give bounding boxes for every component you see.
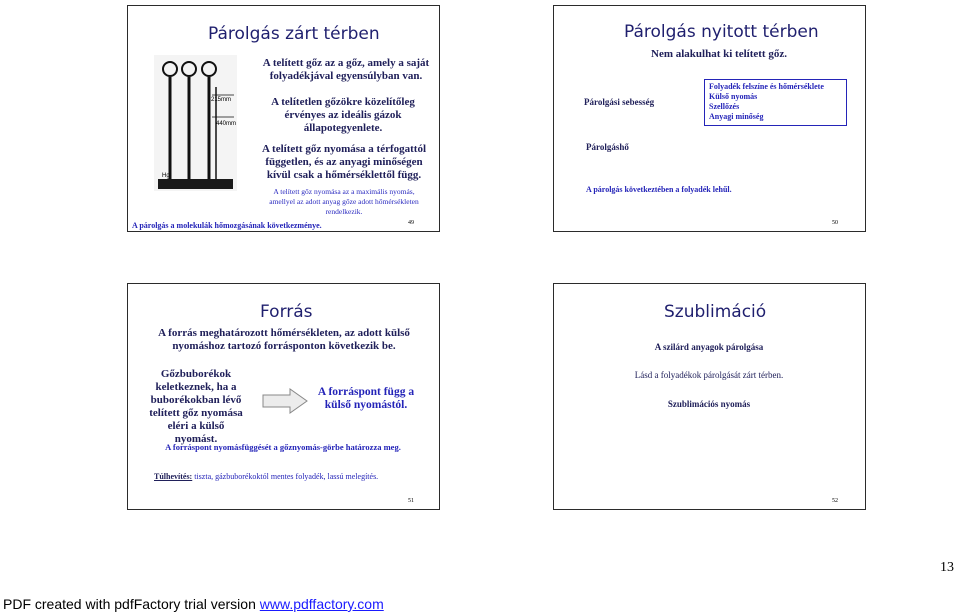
factor-item: Folyadék felszíne és hőmérséklete (709, 82, 824, 91)
slide-number: 50 (832, 220, 838, 226)
slide-50 (553, 5, 866, 232)
slide-title: Forrás (260, 302, 313, 322)
figure-label-a: 215mm (211, 97, 232, 103)
evaporation-rate-label: Párolgási sebesség (584, 97, 655, 107)
pdf-footer (3, 596, 384, 612)
slide-49 (127, 5, 440, 232)
slide-number: 51 (408, 498, 414, 504)
overheating-line (154, 472, 378, 481)
max-pressure-text: A telített gőz nyomása az a maximális nyomás, amellyel az adott anyag gőze adott hőmérsékleten rendelkezik. (269, 187, 419, 216)
sublimation-pressure-label: Szublimációs nyomás (667, 399, 751, 409)
see-closed-space-text: Lásd a folyadékok párolgását zárt térben. (634, 370, 784, 380)
slide-bottom-text: A párolgás a molekulák hőmozgásának következménye. (132, 221, 322, 230)
slide-title: Szublimáció (664, 302, 767, 322)
heat-of-vaporization-label: Párolgáshő (586, 142, 629, 152)
barometer-figure (154, 55, 237, 191)
boiling-definition: A forrás meghatározott hőmérsékleten, az adott külső nyomáshoz tartozó forrásponton következik be. (158, 327, 410, 352)
factor-item: Külső nyomás (709, 92, 758, 101)
slide-title: Párolgás nyitott térben (624, 22, 819, 42)
no-saturation-text: Nem alakulhat ki telített gőz. (651, 48, 787, 60)
boiling-point-dependence: A forráspont függ a külső nyomástól. (317, 386, 415, 411)
arrow-icon (262, 388, 308, 414)
factors-box (704, 79, 847, 126)
footer-text: PDF created with pdfFactory trial version (3, 596, 260, 612)
overheating-text: tiszta, gázbuborékoktól mentes folyadék, lassú melegítés. (192, 472, 379, 481)
slide-number: 52 (832, 498, 838, 504)
slide-number: 49 (408, 220, 414, 226)
factor-item: Szellőzés (709, 102, 740, 111)
overheating-label: Túlhevítés: (154, 472, 193, 481)
slide-51 (127, 283, 440, 510)
factor-item: Anyagi minőség (709, 112, 764, 121)
footer-link[interactable]: www.pdffactory.com (259, 596, 384, 612)
slide-title: Párolgás zárt térben (208, 24, 380, 44)
figure-label-c: Hg (162, 173, 170, 179)
pressure-independence-text: A telített gőz nyomása a térfogattól független, és az anyagi minőségen kívül csak a hőmérséklettől függ. (261, 143, 427, 181)
saturated-vapor-definition: A telített gőz az a gőz, amely a saját folyadékjával egyensúlyban van. (262, 57, 430, 82)
sublimation-definition: A szilárd anyagok párolgása (654, 342, 764, 352)
vapor-pressure-curve-text: A forráspont nyomásfüggését a gőznyomás-görbe határozza meg. (165, 442, 401, 452)
unsaturated-vapor-text: A telítetlen gőzökre közelítőleg érvényes az ideális gázok állapotegyenlete. (271, 96, 415, 134)
page-number: 13 (940, 560, 954, 575)
figure-label-b: 440mm (216, 121, 237, 127)
slide-52 (553, 283, 866, 510)
cooling-text: A párolgás következtében a folyadék lehűl. (586, 185, 732, 194)
bubble-text: Gőzbuborékok keletkeznek, ha a buborékokban lévő telített gőz nyomása eléri a külső nyomást. (149, 368, 243, 445)
